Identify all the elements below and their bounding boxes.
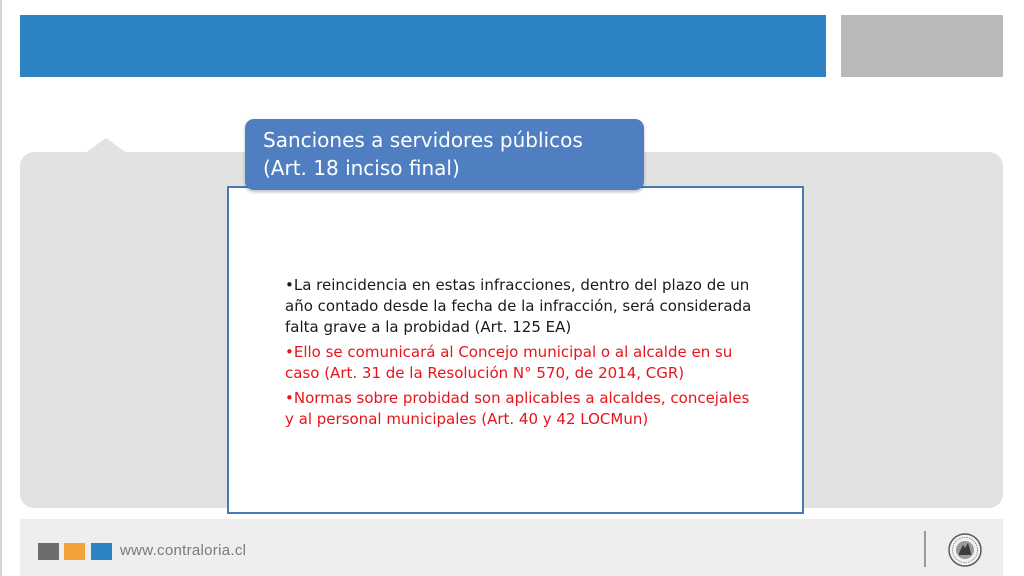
- bullet-item: •La reincidencia en estas infracciones, dentro del plazo de un año contado desde la fecha de la infracción, será considerada falta grave a la probidad (Art. 125 EA): [285, 276, 752, 336]
- slide-title-line2: (Art. 18 inciso final): [263, 156, 460, 180]
- contraloria-seal-icon: [935, 532, 985, 568]
- footer-divider: [924, 531, 926, 567]
- footer-url[interactable]: www.contraloria.cl: [120, 542, 247, 559]
- bullet-list: [285, 275, 755, 434]
- footer-orange-square: [64, 543, 85, 560]
- header-blue-bar: [20, 15, 826, 77]
- slide-title-line1: Sanciones a servidores públicos: [263, 128, 583, 152]
- slide-title: [245, 119, 644, 190]
- footer-gray-square: [38, 543, 59, 560]
- bullet-item: •Ello se comunicará al Concejo municipal o al alcalde en su caso (Art. 31 de la Resolución N° 570, de 2014, CGR): [285, 343, 733, 382]
- left-edge-line: [0, 0, 2, 576]
- header-gray-block: [841, 15, 1003, 77]
- footer-blue-square: [91, 543, 112, 560]
- bullet-item: •Normas sobre probidad son aplicables a alcaldes, concejales y al personal municipales (Art. 40 y 42 LOCMun): [285, 389, 750, 428]
